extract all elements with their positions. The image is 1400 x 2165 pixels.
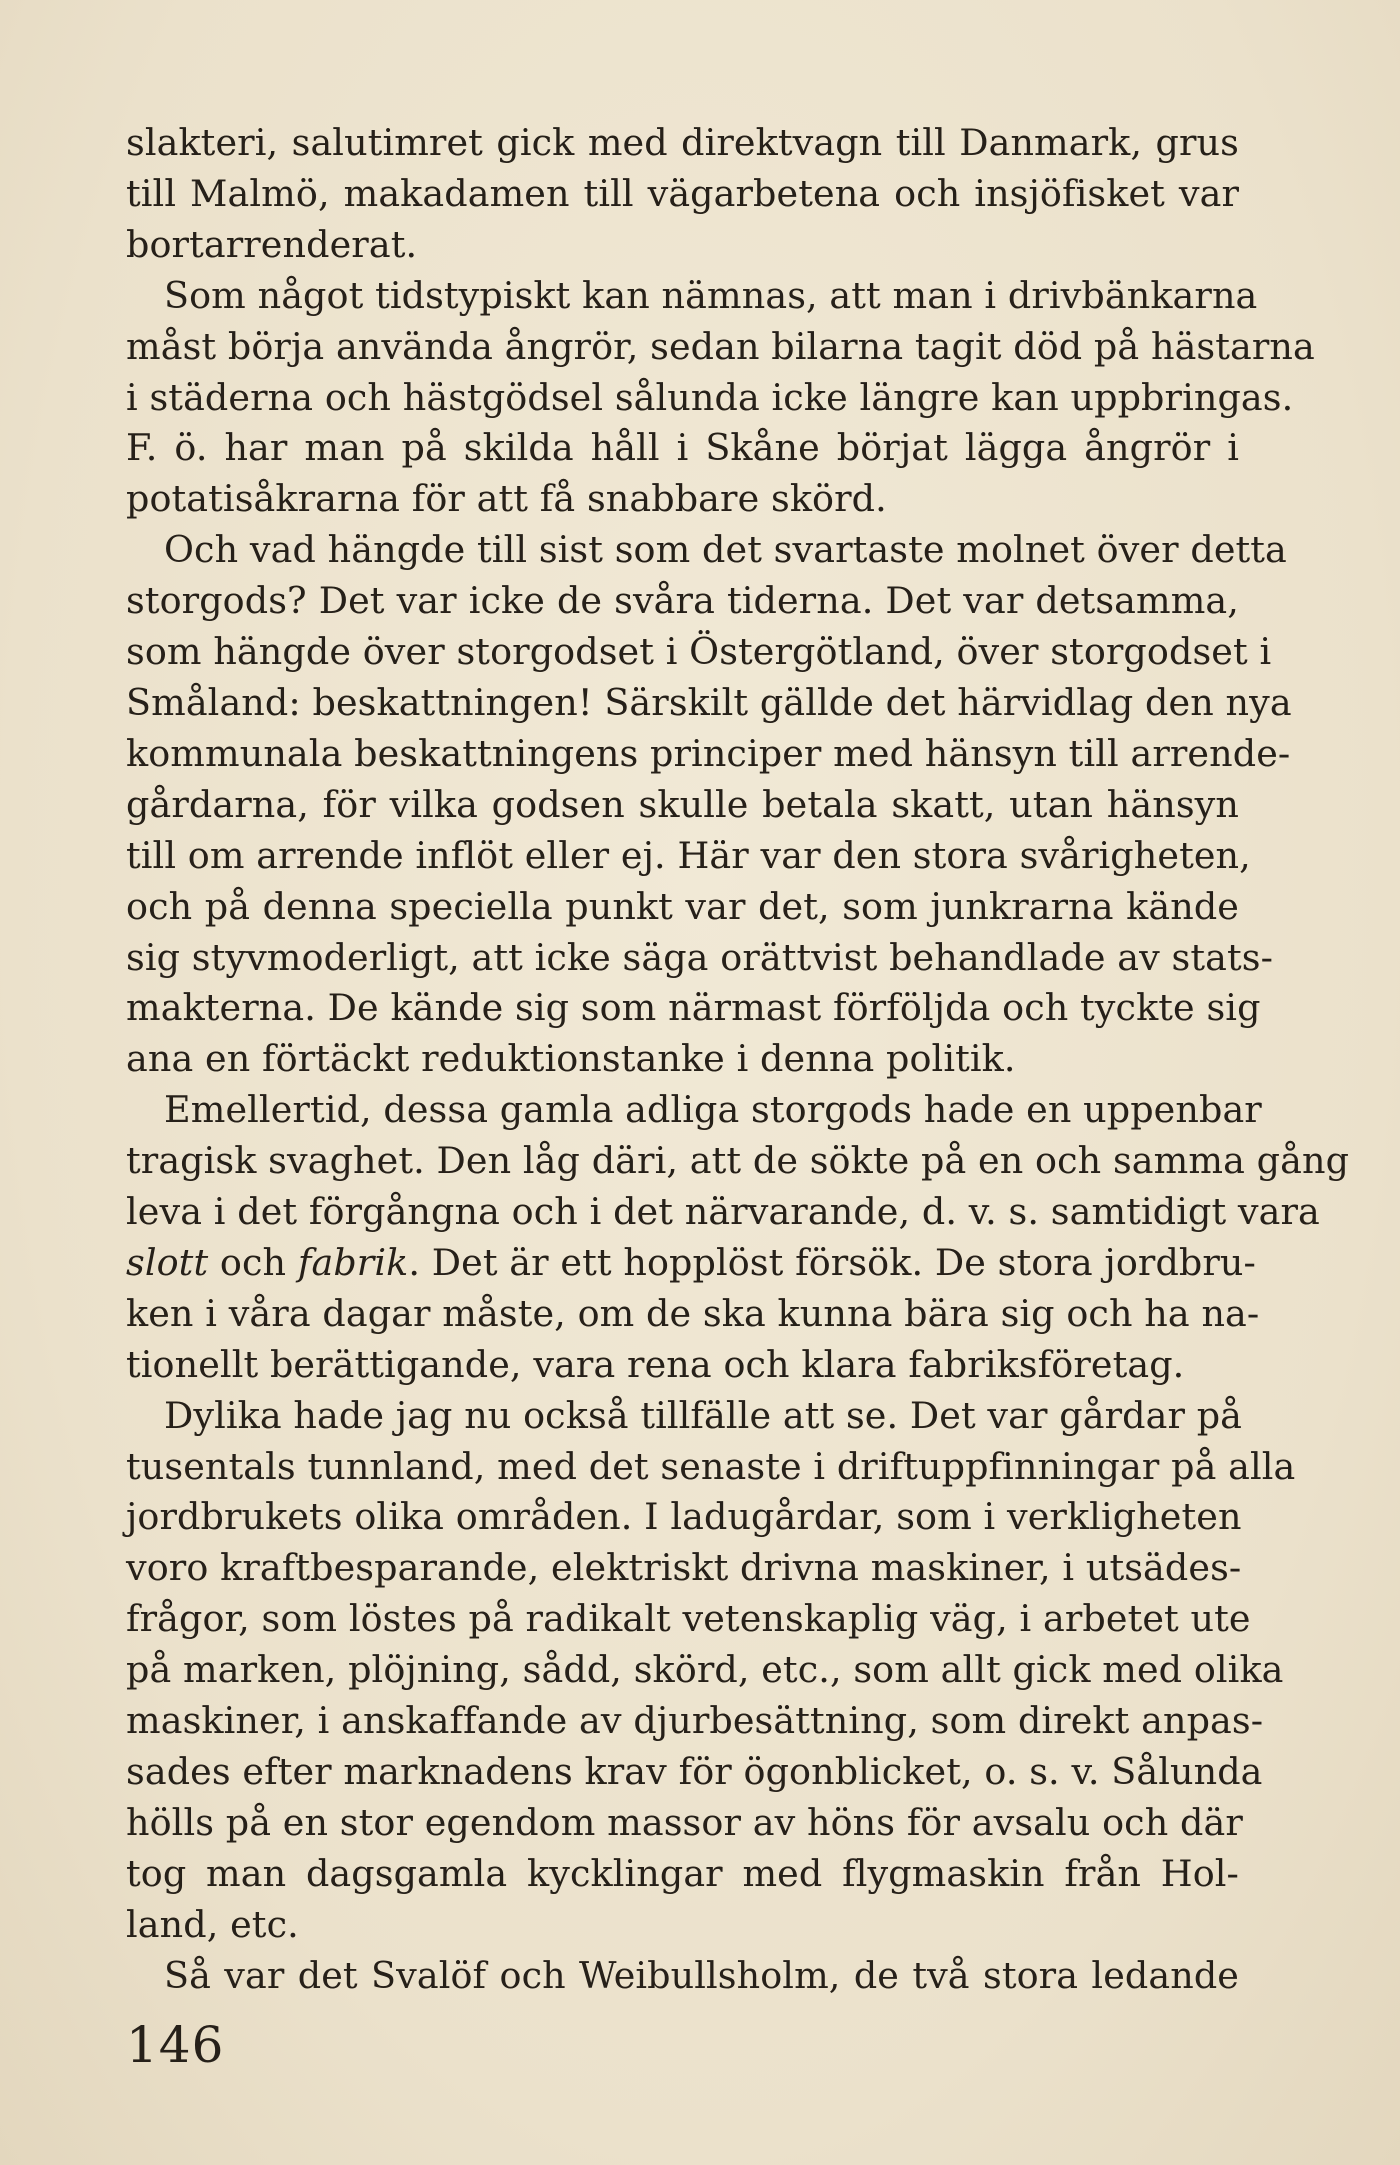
- text-line: Småland: beskattningen! Särskilt gällde det härvidlag den nya: [126, 680, 1292, 724]
- text-line: leva i det förgångna och i det närvarande, d. v. s. samtidigt vara: [126, 1190, 1320, 1234]
- text-line: och på denna speciella punkt var det, som junkrarna kände: [126, 884, 1239, 928]
- text-line: på marken, plöjning, sådd, skörd, etc., som allt gick med olika: [126, 1648, 1284, 1692]
- text-line: Som något tidstypiskt kan nämnas, att man i drivbänkarna: [164, 273, 1258, 317]
- text-line: kommunala beskattningens principer med hänsyn till arrende-: [126, 731, 1291, 775]
- text-line: Så var det Svalöf och Weibullsholm, de två stora ledande: [164, 1953, 1239, 1997]
- text-line: ana en förtäckt reduktionstanke i denna politik.: [126, 1037, 1016, 1081]
- text-line: gårdarna, för vilka godsen skulle betala skatt, utan hänsyn: [126, 782, 1239, 826]
- text-line: måst börja använda ångrör, sedan bilarna tagit död på hästarna: [126, 324, 1315, 368]
- text-line: tragisk svaghet. Den låg däri, att de sökte på en och samma gång: [126, 1139, 1350, 1183]
- text-line: tusentals tunnland, med det senaste i driftuppfinningar på alla: [126, 1444, 1296, 1488]
- text-line: potatisåkrarna för att få snabbare skörd.: [126, 477, 887, 521]
- text-line: maskiner, i anskaffande av djurbesättning, som direkt anpas-: [126, 1699, 1264, 1743]
- paragraph: [126, 1951, 1239, 2002]
- text-line: frågor, som löstes på radikalt vetenskaplig väg, i arbetet ute: [126, 1597, 1251, 1641]
- text-line: som hängde över storgodset i Östergötland, över storgodset i: [126, 630, 1272, 674]
- text-line: Emellertid, dessa gamla adliga storgods hade en uppenbar: [164, 1088, 1262, 1132]
- text-line: land, etc.: [126, 1902, 299, 1946]
- text-line: storgods? Det var icke de svåra tiderna. Det var detsamma,: [126, 579, 1239, 623]
- text-line: tionellt berättigande, vara rena och klara fabriksföretag.: [126, 1342, 1185, 1386]
- text-line: bortarrenderat.: [126, 222, 418, 266]
- text-line: slakteri, salutimret gick med direktvagn till Danmark, grus: [126, 121, 1239, 164]
- paragraph: [126, 1085, 1350, 1390]
- text-line: hölls på en stor egendom massor av höns för avsalu och där: [126, 1800, 1243, 1844]
- paragraph: [126, 1391, 1296, 1951]
- text-line: ken i våra dagar måste, om de ska kunna bära sig och ha na-: [126, 1291, 1260, 1335]
- text-line: Och vad hängde till sist som det svartaste molnet över detta: [164, 528, 1287, 572]
- text-line: tog man dagsgamla kycklingar med flygmaskin från Hol-: [126, 1851, 1239, 1895]
- text-line: till om arrende inflöt eller ej. Här var den stora svårigheten,: [126, 833, 1251, 877]
- paragraph: [126, 271, 1315, 526]
- text-line: sig styvmoderligt, att icke säga orättvist behandlade av stats-: [126, 935, 1274, 979]
- text-line: F. ö. har man på skilda håll i Skåne börjat lägga ångrör i: [126, 426, 1239, 470]
- text-line: makterna. De kände sig som närmast förföljda och tyckte sig: [126, 986, 1261, 1030]
- italic-text: slott: [126, 1240, 209, 1284]
- italic-text: fabrik: [297, 1240, 409, 1284]
- text-line: slott och fabrik. Det är ett hopplöst försök. De stora jordbru-: [126, 1240, 1256, 1284]
- paragraph: [126, 525, 1292, 1085]
- page-number: 146: [126, 2016, 225, 2074]
- text-line: Dylika hade jag nu också tillfälle att se. Det var gårdar på: [164, 1393, 1243, 1437]
- paragraph: [126, 118, 1239, 271]
- text-line: jordbrukets olika områden. I ladugårdar, som i verkligheten: [126, 1495, 1242, 1539]
- body-text: [126, 118, 1350, 2002]
- text-line: voro kraftbesparande, elektriskt drivna maskiner, i utsädes-: [126, 1546, 1242, 1590]
- text-line: sades efter marknadens krav för ögonblicket, o. s. v. Sålunda: [126, 1750, 1263, 1793]
- text-line: i städerna och hästgödsel sålunda icke längre kan uppbringas.: [126, 375, 1294, 419]
- text-line: till Malmö, makadamen till vägarbetena och insjöfisket var: [126, 171, 1239, 215]
